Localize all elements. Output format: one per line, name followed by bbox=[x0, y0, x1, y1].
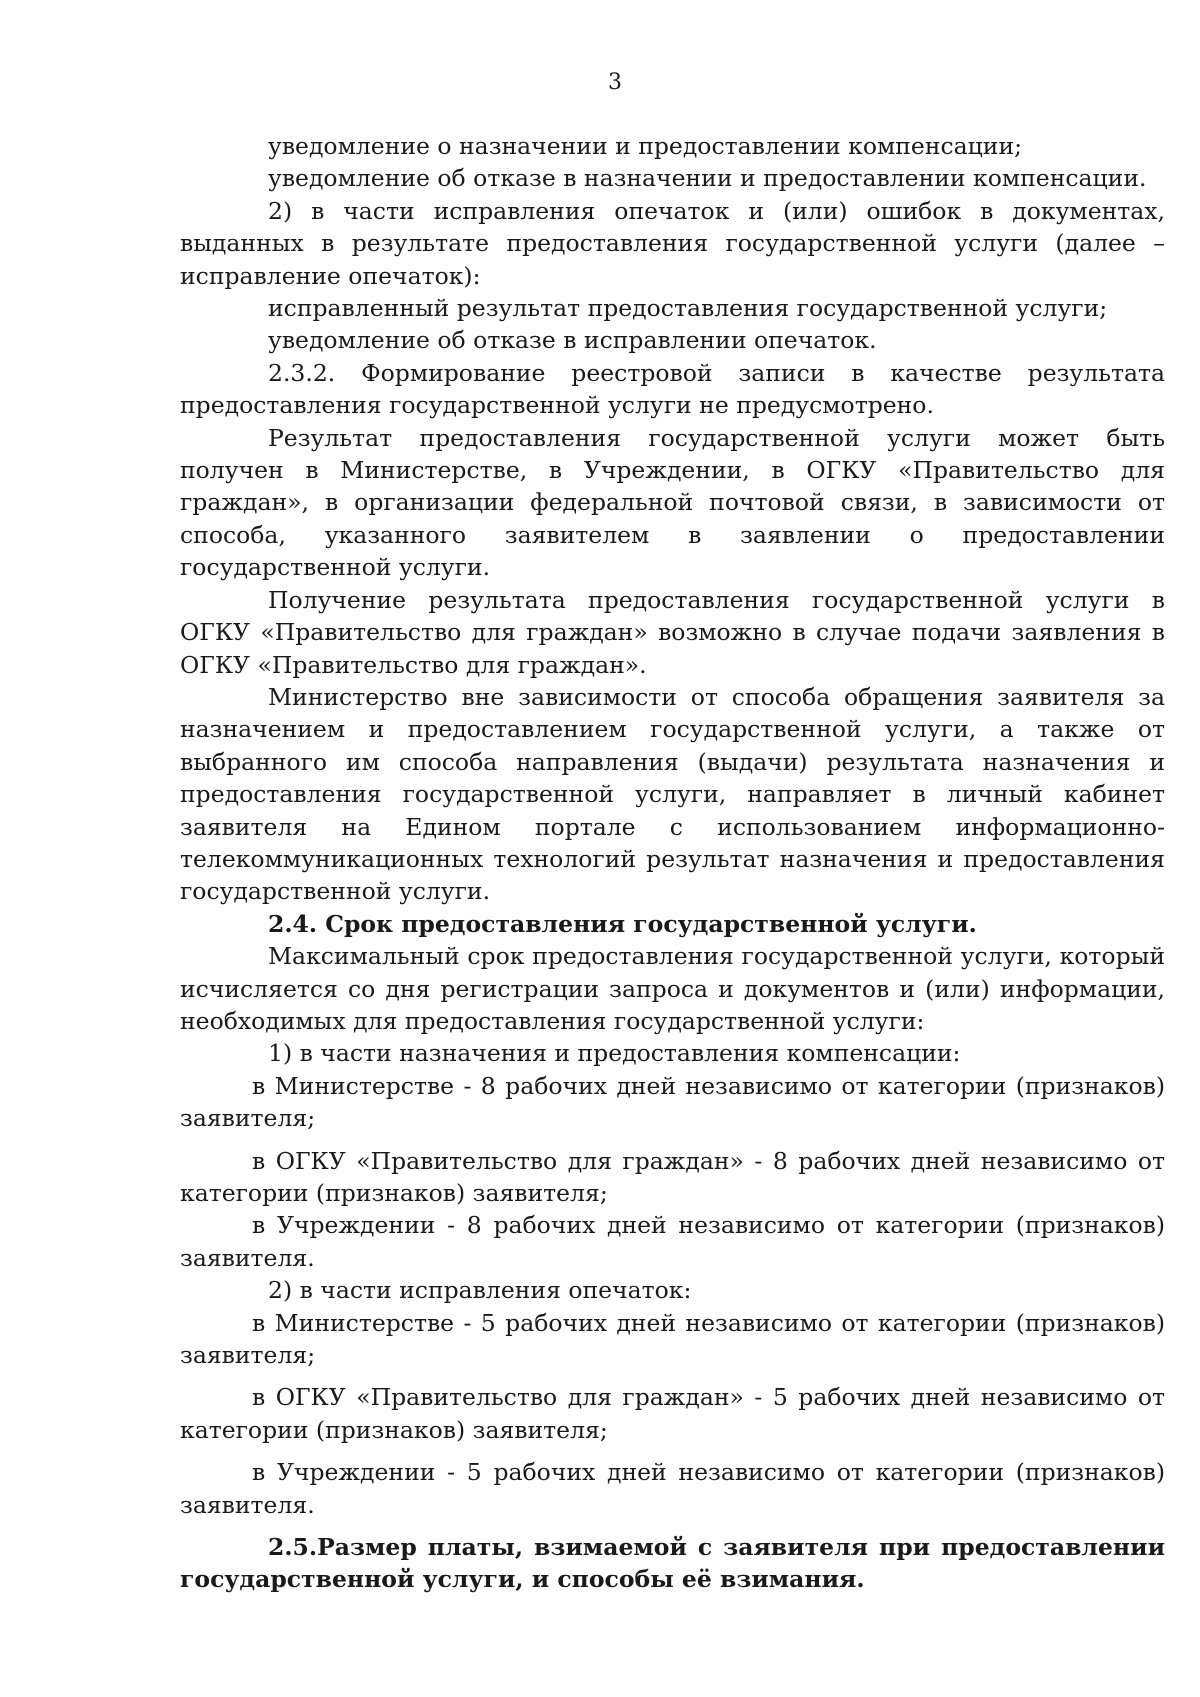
section-heading: 2.5.Размер платы, взимаемой с заявителя при предоставлении государственной услуги, и способы её взимания. bbox=[180, 1533, 1165, 1594]
paragraph: уведомление об отказе в исправлении опечаток. bbox=[268, 326, 877, 355]
paragraph: Результат предоставления государственной услуги может быть получен в Министерстве, в Учреждении, в ОГКУ «Правительство для граждан», в организации федеральной почтовой связи, в зависимости от способа, указанного заявителем в заявлении о предоставлении государственной услуги. bbox=[180, 423, 1165, 582]
paragraph: в Учреждении - 8 рабочих дней независимо от категории (признаков) заявителя. bbox=[180, 1211, 1165, 1272]
section-heading: 2.4. Срок предоставления государственной услуги. bbox=[268, 909, 977, 938]
paragraph: 2) в части исправления опечаток и (или) ошибок в документах, выданных в результате предоставления государственной услуги (далее – исправление опечаток): bbox=[180, 196, 1165, 290]
paragraph: в Министерстве - 8 рабочих дней независимо от категории (признаков) заявителя; bbox=[180, 1071, 1165, 1133]
paragraph: уведомление об отказе в назначении и предоставлении компенсации. bbox=[268, 164, 1147, 193]
paragraph: уведомление о назначении и предоставлении компенсации; bbox=[268, 132, 1023, 160]
paragraph: Максимальный срок предоставления государственной услуги, который исчисляется со дня регистрации запроса и документов и (или) информации, необходимых для предоставления государственной услуги: bbox=[180, 942, 1165, 1035]
paragraph: 2) в части исправления опечаток: bbox=[268, 1276, 692, 1305]
paragraph: в ОГКУ «Правительство для граждан» - 5 рабочих дней независимо от категории (признаков) заявителя; bbox=[180, 1383, 1165, 1444]
paragraph: в Министерстве - 5 рабочих дней независимо от категории (признаков) заявителя; bbox=[180, 1308, 1165, 1370]
page-number: 3 bbox=[608, 70, 622, 95]
paragraph: в Учреждении - 5 рабочих дней независимо от категории (признаков) заявителя. bbox=[180, 1458, 1165, 1519]
document-body bbox=[180, 130, 1165, 1596]
paragraph: 1) в части назначения и предоставления компенсации: bbox=[268, 1039, 961, 1068]
paragraph: исправленный результат предоставления государственной услуги; bbox=[268, 294, 1108, 323]
paragraph: Министерство вне зависимости от способа обращения заявителя за назначением и предоставлением государственной услуги, а также от выбранного им способа направления (выдачи) результата назначения и предоставления государственной услуги, направляет в личный кабинет заявителя на Едином портале с использованием информационно-телекоммуникационных технологий результат назначения и предоставления государственной услуги. bbox=[180, 682, 1165, 906]
paragraph: 2.3.2. Формирование реестровой записи в качестве результата предоставления государственной услуги не предусмотрено. bbox=[180, 358, 1165, 420]
paragraph: Получение результата предоставления государственной услуги в ОГКУ «Правительство для граждан» возможно в случае подачи заявления в ОГКУ «Правительство для граждан». bbox=[180, 585, 1165, 679]
paragraph: в ОГКУ «Правительство для граждан» - 8 рабочих дней независимо от категории (признаков) заявителя; bbox=[180, 1146, 1165, 1207]
